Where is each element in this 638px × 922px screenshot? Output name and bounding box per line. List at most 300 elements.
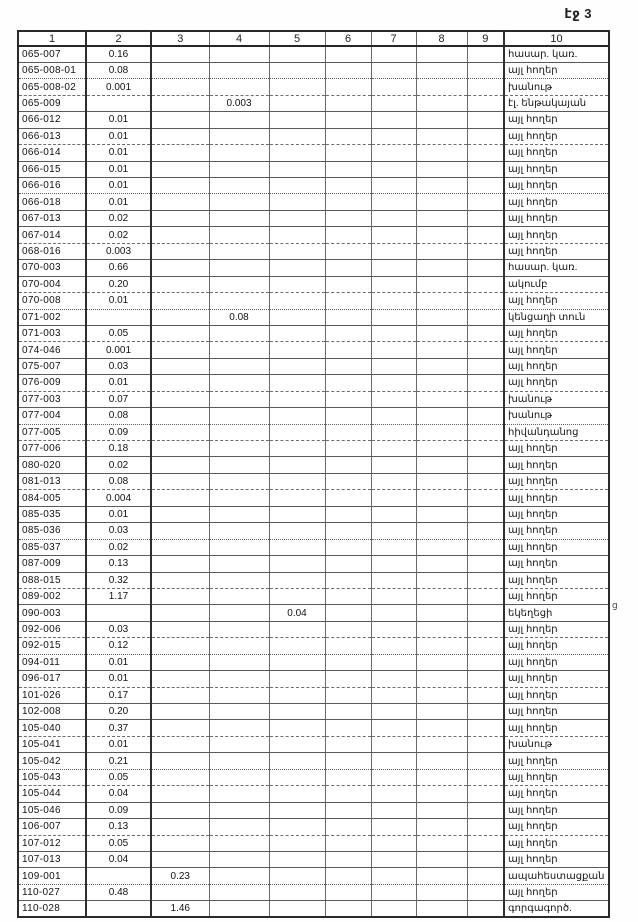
value-cell-col3 [151, 786, 209, 802]
empty-cell-col8 [416, 309, 467, 325]
empty-cell-col7 [371, 588, 416, 604]
land-use-cell: այլ հողեր [504, 62, 609, 78]
empty-cell-col9 [467, 243, 504, 259]
empty-cell-col9 [467, 358, 504, 374]
empty-cell-col6 [325, 605, 371, 621]
empty-cell-col6 [325, 375, 371, 391]
empty-cell-col7 [371, 342, 416, 358]
value-cell-col4 [209, 358, 269, 374]
empty-cell-col6 [325, 128, 371, 144]
empty-cell-col8 [416, 358, 467, 374]
value-cell-col5 [269, 391, 325, 407]
empty-cell-col8 [416, 704, 467, 720]
value-cell-col3 [151, 473, 209, 489]
value-cell-col4 [209, 325, 269, 341]
empty-cell-col9 [467, 736, 504, 752]
value-cell-col2 [86, 309, 151, 325]
land-use-cell: խանութ [504, 736, 609, 752]
land-use-cell: այլ հողեր [504, 671, 609, 687]
value-cell-col3: 0.23 [151, 868, 209, 884]
empty-cell-col8 [416, 736, 467, 752]
value-cell-col4 [209, 46, 269, 62]
table-row [18, 868, 609, 884]
value-cell-col2: 0.07 [86, 391, 151, 407]
empty-cell-col6 [325, 194, 371, 210]
empty-cell-col9 [467, 884, 504, 900]
empty-cell-col9 [467, 473, 504, 489]
empty-cell-col8 [416, 868, 467, 884]
empty-cell-col7 [371, 473, 416, 489]
empty-cell-col8 [416, 473, 467, 489]
empty-cell-col9 [467, 704, 504, 720]
value-cell-col2: 0.01 [86, 145, 151, 161]
empty-cell-col9 [467, 145, 504, 161]
value-cell-col3 [151, 161, 209, 177]
column-header-6: 6 [325, 31, 371, 46]
empty-cell-col6 [325, 687, 371, 703]
parcel-code-cell: 107-013 [18, 851, 86, 867]
empty-cell-col8 [416, 819, 467, 835]
empty-cell-col9 [467, 424, 504, 440]
land-use-cell: այլ հողեր [504, 243, 609, 259]
land-use-cell: ապահեստացքան [504, 868, 609, 884]
value-cell-col5 [269, 260, 325, 276]
parcel-code-cell: 105-040 [18, 720, 86, 736]
land-use-cell: այլ հողեր [504, 638, 609, 654]
empty-cell-col9 [467, 441, 504, 457]
value-cell-col5 [269, 243, 325, 259]
empty-cell-col6 [325, 276, 371, 292]
value-cell-col5 [269, 95, 325, 111]
value-cell-col3 [151, 523, 209, 539]
land-use-cell: այլ հողեր [504, 572, 609, 588]
table-row [18, 309, 609, 325]
empty-cell-col9 [467, 128, 504, 144]
column-header-5: 5 [269, 31, 325, 46]
value-cell-col4 [209, 473, 269, 489]
empty-cell-col8 [416, 638, 467, 654]
table-row [18, 556, 609, 572]
value-cell-col3 [151, 539, 209, 555]
value-cell-col2: 0.03 [86, 358, 151, 374]
empty-cell-col8 [416, 835, 467, 851]
parcel-code-cell: 084-005 [18, 490, 86, 506]
table-row [18, 835, 609, 851]
empty-cell-col8 [416, 556, 467, 572]
table-row [18, 490, 609, 506]
land-use-cell: այլ հողեր [504, 720, 609, 736]
value-cell-col2: 0.01 [86, 293, 151, 309]
empty-cell-col7 [371, 408, 416, 424]
empty-cell-col8 [416, 588, 467, 604]
empty-cell-col9 [467, 46, 504, 62]
table-row [18, 621, 609, 637]
empty-cell-col9 [467, 572, 504, 588]
empty-cell-col6 [325, 145, 371, 161]
empty-cell-col8 [416, 671, 467, 687]
column-header-8: 8 [416, 31, 467, 46]
table-row [18, 293, 609, 309]
margin-artifact-mark: ց [612, 600, 618, 610]
land-use-cell: այլ հողեր [504, 851, 609, 867]
parcel-code-cell: 105-046 [18, 802, 86, 818]
empty-cell-col9 [467, 687, 504, 703]
empty-cell-col7 [371, 210, 416, 226]
empty-cell-col6 [325, 46, 371, 62]
empty-cell-col7 [371, 325, 416, 341]
parcel-code-cell: 096-017 [18, 671, 86, 687]
value-cell-col5 [269, 819, 325, 835]
empty-cell-col6 [325, 556, 371, 572]
value-cell-col5 [269, 358, 325, 374]
empty-cell-col8 [416, 441, 467, 457]
value-cell-col5 [269, 441, 325, 457]
value-cell-col3 [151, 671, 209, 687]
empty-cell-col8 [416, 391, 467, 407]
empty-cell-col6 [325, 638, 371, 654]
land-use-cell: այլ հողեր [504, 687, 609, 703]
table-row [18, 687, 609, 703]
value-cell-col2: 0.004 [86, 490, 151, 506]
parcel-code-cell: 081-013 [18, 473, 86, 489]
empty-cell-col6 [325, 79, 371, 95]
empty-cell-col8 [416, 506, 467, 522]
empty-cell-col6 [325, 441, 371, 457]
value-cell-col2 [86, 868, 151, 884]
empty-cell-col7 [371, 572, 416, 588]
empty-cell-col9 [467, 276, 504, 292]
table-row [18, 145, 609, 161]
empty-cell-col8 [416, 79, 467, 95]
empty-cell-col6 [325, 112, 371, 128]
parcel-code-cell: 066-013 [18, 128, 86, 144]
empty-cell-col6 [325, 704, 371, 720]
land-use-cell: խանութ [504, 79, 609, 95]
empty-cell-col6 [325, 325, 371, 341]
value-cell-col5 [269, 128, 325, 144]
empty-cell-col9 [467, 835, 504, 851]
empty-cell-col9 [467, 539, 504, 555]
value-cell-col3 [151, 79, 209, 95]
value-cell-col2 [86, 605, 151, 621]
value-cell-col4 [209, 753, 269, 769]
empty-cell-col6 [325, 523, 371, 539]
parcel-code-cell: 070-004 [18, 276, 86, 292]
empty-cell-col7 [371, 539, 416, 555]
value-cell-col2: 0.09 [86, 424, 151, 440]
empty-cell-col7 [371, 358, 416, 374]
empty-cell-col8 [416, 802, 467, 818]
value-cell-col4 [209, 408, 269, 424]
parcel-code-cell: 105-043 [18, 769, 86, 785]
value-cell-col3 [151, 621, 209, 637]
value-cell-col2: 0.01 [86, 736, 151, 752]
land-use-cell: այլ հողեր [504, 473, 609, 489]
value-cell-col2: 1.17 [86, 588, 151, 604]
table-row [18, 227, 609, 243]
land-use-cell: գորգագործ. [504, 901, 609, 917]
value-cell-col5 [269, 753, 325, 769]
value-cell-col3 [151, 441, 209, 457]
parcel-code-cell: 085-035 [18, 506, 86, 522]
value-cell-col5 [269, 408, 325, 424]
land-use-cell: էլ. ենթակայան [504, 95, 609, 111]
land-use-cell: այլ հողեր [504, 819, 609, 835]
parcel-code-cell: 066-015 [18, 161, 86, 177]
land-use-cell: այլ հողեր [504, 194, 609, 210]
empty-cell-col7 [371, 128, 416, 144]
value-cell-col2: 0.01 [86, 506, 151, 522]
value-cell-col4 [209, 441, 269, 457]
empty-cell-col8 [416, 325, 467, 341]
empty-cell-col7 [371, 79, 416, 95]
column-header-10: 10 [504, 31, 609, 46]
parcel-code-cell: 074-046 [18, 342, 86, 358]
value-cell-col5 [269, 687, 325, 703]
value-cell-col5 [269, 161, 325, 177]
empty-cell-col8 [416, 753, 467, 769]
value-cell-col4 [209, 424, 269, 440]
empty-cell-col9 [467, 769, 504, 785]
value-cell-col3 [151, 802, 209, 818]
land-use-cell: այլ հողեր [504, 588, 609, 604]
empty-cell-col7 [371, 112, 416, 128]
value-cell-col5 [269, 79, 325, 95]
empty-cell-col6 [325, 654, 371, 670]
value-cell-col2: 0.01 [86, 654, 151, 670]
land-use-cell: այլ հողեր [504, 227, 609, 243]
empty-cell-col8 [416, 194, 467, 210]
value-cell-col5 [269, 227, 325, 243]
value-cell-col3 [151, 293, 209, 309]
value-cell-col3 [151, 260, 209, 276]
empty-cell-col7 [371, 441, 416, 457]
value-cell-col2: 0.04 [86, 851, 151, 867]
value-cell-col5 [269, 769, 325, 785]
land-use-cell: այլ հողեր [504, 293, 609, 309]
value-cell-col2 [86, 901, 151, 917]
table-row [18, 62, 609, 78]
value-cell-col4 [209, 145, 269, 161]
value-cell-col3 [151, 687, 209, 703]
empty-cell-col6 [325, 473, 371, 489]
empty-cell-col8 [416, 621, 467, 637]
empty-cell-col6 [325, 506, 371, 522]
value-cell-col4 [209, 62, 269, 78]
value-cell-col3 [151, 375, 209, 391]
empty-cell-col8 [416, 145, 467, 161]
empty-cell-col7 [371, 901, 416, 917]
table-row [18, 441, 609, 457]
empty-cell-col8 [416, 786, 467, 802]
parcel-code-cell: 065-007 [18, 46, 86, 62]
table-row [18, 424, 609, 440]
land-use-cell: խանութ [504, 391, 609, 407]
value-cell-col5 [269, 654, 325, 670]
value-cell-col3: 1.46 [151, 901, 209, 917]
table-row [18, 605, 609, 621]
parcel-code-cell: 065-008-01 [18, 62, 86, 78]
empty-cell-col9 [467, 490, 504, 506]
empty-cell-col8 [416, 293, 467, 309]
value-cell-col5: 0.04 [269, 605, 325, 621]
value-cell-col4 [209, 523, 269, 539]
empty-cell-col7 [371, 819, 416, 835]
empty-cell-col9 [467, 391, 504, 407]
table-row [18, 572, 609, 588]
table-row [18, 260, 609, 276]
value-cell-col4 [209, 227, 269, 243]
empty-cell-col9 [467, 293, 504, 309]
parcel-code-cell: 070-003 [18, 260, 86, 276]
empty-cell-col7 [371, 671, 416, 687]
value-cell-col2: 0.32 [86, 572, 151, 588]
parcel-code-cell: 107-012 [18, 835, 86, 851]
empty-cell-col6 [325, 753, 371, 769]
empty-cell-col9 [467, 802, 504, 818]
land-use-cell: եկեղեցի [504, 605, 609, 621]
empty-cell-col7 [371, 753, 416, 769]
value-cell-col2: 0.01 [86, 112, 151, 128]
empty-cell-col9 [467, 210, 504, 226]
column-header-3: 3 [151, 31, 209, 46]
value-cell-col5 [269, 145, 325, 161]
value-cell-col2: 0.03 [86, 621, 151, 637]
parcel-code-cell: 092-006 [18, 621, 86, 637]
value-cell-col5 [269, 210, 325, 226]
empty-cell-col6 [325, 884, 371, 900]
empty-cell-col6 [325, 868, 371, 884]
empty-cell-col8 [416, 375, 467, 391]
empty-cell-col8 [416, 243, 467, 259]
table-row [18, 638, 609, 654]
land-use-cell: այլ հողեր [504, 621, 609, 637]
value-cell-col5 [269, 588, 325, 604]
empty-cell-col8 [416, 342, 467, 358]
table-row [18, 736, 609, 752]
empty-cell-col7 [371, 490, 416, 506]
empty-cell-col6 [325, 293, 371, 309]
value-cell-col3 [151, 851, 209, 867]
parcel-code-cell: 110-027 [18, 884, 86, 900]
parcel-code-cell: 066-012 [18, 112, 86, 128]
value-cell-col3 [151, 556, 209, 572]
empty-cell-col7 [371, 243, 416, 259]
table-row [18, 112, 609, 128]
value-cell-col5 [269, 539, 325, 555]
table-row [18, 358, 609, 374]
value-cell-col4 [209, 654, 269, 670]
value-cell-col2: 0.001 [86, 79, 151, 95]
empty-cell-col9 [467, 654, 504, 670]
empty-cell-col6 [325, 671, 371, 687]
empty-cell-col7 [371, 704, 416, 720]
empty-cell-col7 [371, 851, 416, 867]
table-body [18, 46, 609, 917]
empty-cell-col7 [371, 720, 416, 736]
value-cell-col2: 0.08 [86, 62, 151, 78]
empty-cell-col9 [467, 671, 504, 687]
value-cell-col3 [151, 769, 209, 785]
empty-cell-col7 [371, 605, 416, 621]
empty-cell-col8 [416, 62, 467, 78]
empty-cell-col7 [371, 457, 416, 473]
parcel-code-cell: 067-013 [18, 210, 86, 226]
value-cell-col2: 0.02 [86, 227, 151, 243]
value-cell-col5 [269, 112, 325, 128]
value-cell-col3 [151, 884, 209, 900]
empty-cell-col8 [416, 161, 467, 177]
empty-cell-col8 [416, 851, 467, 867]
empty-cell-col7 [371, 835, 416, 851]
table-row [18, 704, 609, 720]
land-use-cell: այլ հողեր [504, 506, 609, 522]
empty-cell-col9 [467, 95, 504, 111]
value-cell-col3 [151, 128, 209, 144]
table-row [18, 769, 609, 785]
empty-cell-col6 [325, 62, 371, 78]
value-cell-col4 [209, 539, 269, 555]
value-cell-col4 [209, 260, 269, 276]
land-use-cell: հասար. կառ. [504, 46, 609, 62]
table-row [18, 851, 609, 867]
value-cell-col5 [269, 638, 325, 654]
parcel-code-cell: 102-008 [18, 704, 86, 720]
column-header-1: 1 [18, 31, 86, 46]
value-cell-col4 [209, 506, 269, 522]
empty-cell-col6 [325, 260, 371, 276]
value-cell-col3 [151, 704, 209, 720]
empty-cell-col8 [416, 884, 467, 900]
value-cell-col4 [209, 868, 269, 884]
empty-cell-col6 [325, 490, 371, 506]
parcel-code-cell: 065-008-02 [18, 79, 86, 95]
land-use-cell: այլ հողեր [504, 539, 609, 555]
empty-cell-col7 [371, 506, 416, 522]
empty-cell-col8 [416, 490, 467, 506]
value-cell-col5 [269, 901, 325, 917]
table-row [18, 79, 609, 95]
empty-cell-col7 [371, 46, 416, 62]
empty-cell-col9 [467, 408, 504, 424]
table-row [18, 671, 609, 687]
land-use-cell: այլ հողեր [504, 375, 609, 391]
empty-cell-col8 [416, 227, 467, 243]
column-header-9: 9 [467, 31, 504, 46]
land-use-cell: այլ հողեր [504, 556, 609, 572]
value-cell-col5 [269, 46, 325, 62]
value-cell-col4 [209, 901, 269, 917]
table-row [18, 210, 609, 226]
parcel-code-cell: 092-015 [18, 638, 86, 654]
empty-cell-col8 [416, 523, 467, 539]
value-cell-col3 [151, 588, 209, 604]
page-number: էջ 3 [564, 6, 592, 21]
empty-cell-col7 [371, 868, 416, 884]
value-cell-col5 [269, 375, 325, 391]
empty-cell-col8 [416, 769, 467, 785]
value-cell-col4 [209, 786, 269, 802]
value-cell-col4 [209, 391, 269, 407]
value-cell-col4 [209, 210, 269, 226]
empty-cell-col9 [467, 605, 504, 621]
value-cell-col2: 0.66 [86, 260, 151, 276]
value-cell-col4 [209, 687, 269, 703]
land-use-cell: այլ հողեր [504, 769, 609, 785]
land-use-cell: կենցաղի տուն [504, 309, 609, 325]
value-cell-col3 [151, 506, 209, 522]
empty-cell-col6 [325, 210, 371, 226]
